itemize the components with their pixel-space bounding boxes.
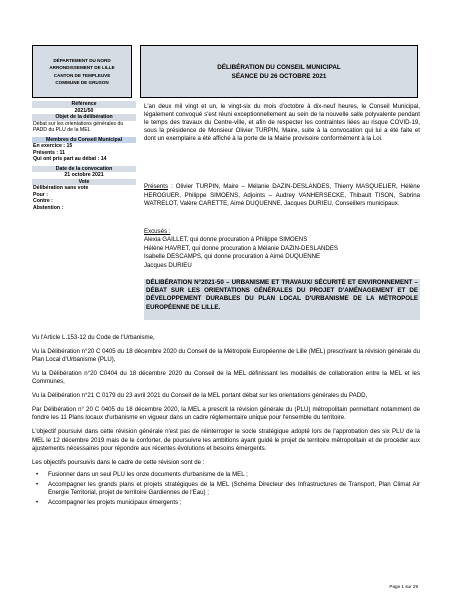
body-paragraph: L'objectif poursuivi dans cette révision générale n'est pas de réinterroger le socle stratégique adopté lors de l'approbation des six PLU de la MEL le 12 décembre 2019 mais de le conforter, de poursuivre les ambitions ayant guidé le projet de territoire métropolitain et de procéder aux ajustements nécessaires pour répondre aux récentes évolutions et besoins émergents. [32, 428, 420, 452]
deliberation-title-box: DÉLIBÉRATION N°2021-50 – URBANISME ET TRAVAUX/ SÉCURITÉ ET ENVIRONNEMENT – DÉBAT SUR LES ORIENTATIONS GÉNÉRALES DU PROJET D'AMÉNAGEMENT ET DE DÉVELOPPEMENT DURABLES DU PLAN LOCAL D'URBANISME DE LA MÉTROPOLE EUROPÉENNE DE LILLE. [144, 279, 420, 320]
arrondissement-line: ARRONDISSEMENT DE LILLE [49, 65, 115, 71]
convocation-label: Date de la convocation [32, 166, 136, 173]
vote-line: Contre : [33, 198, 53, 205]
presents-paragraph [144, 183, 420, 209]
members-label: Membres du Conseil Municipal [32, 137, 136, 144]
excuses-block [144, 228, 420, 270]
presents-text: : Olivier TURPIN, Maire – Mélanie DAZIN-DESLANDES, Thierry MASQUELIER, Hélène HEROGUER, Philippe SIMOENS, Adjoints – Audrey VANHERSECKE, Thibault TISON, Sabrina WATRELOT, Valère CARETTE, Aimé DUQUENNE, Jacques DURIEU, Conseillers municipaux. [144, 183, 420, 208]
deliberation-body [32, 334, 420, 509]
list-item: • Accompagner les grands plans et projets stratégiques de la MEL (Schéma Directeur des Infrastructures de Transport, Plan Climat Air Energie Territorial, projet de territoire Gardiennes de l'Eau) ; [36, 480, 420, 497]
object-label: Objet de la délibération [32, 114, 136, 121]
session-date: SÉANCE DU 26 OCTOBRE 2021 [231, 72, 327, 80]
reference-label: Référence [32, 101, 136, 108]
objectives-intro: Les objectifs poursuivis dans le cadre de cette révision sont de : [32, 458, 205, 466]
title-header [140, 45, 418, 98]
sidebar-info [32, 101, 136, 211]
commune-line: COMMUNE DE GRUSON [55, 79, 109, 85]
excuse-line: Alexia GAILLET, qui donne procuration à Philippe SIMOENS [144, 236, 308, 244]
body-paragraph: Par Délibération n° 20 C 0405 du 18 décembre 2020, la MEL a prescrit la révision générale du (PLU) métropolitain permettant notamment de fondre les 11 Plans locaux d'urbanisme en vigueur dans un cadre réglementaire unique pour l'ensemble du territoire. [32, 406, 420, 422]
members-presents: Présents : 11 [33, 149, 66, 156]
vote-line: Délibération sans vote [33, 185, 89, 192]
presents-label: Présents [144, 183, 169, 190]
department-line: DÉPARTEMENT DU NORD [53, 58, 111, 64]
object-text: Débat sur les orientations générales du PADD du PLU de la MEL [33, 120, 124, 134]
administrative-header [32, 45, 132, 98]
objectives-list [32, 471, 420, 508]
vote-line: Pour : [33, 191, 48, 198]
body-paragraph: Vu l'Article L.153-12 du Code de l'Urbanisme, [32, 334, 155, 341]
bullet-icon: • [36, 470, 39, 478]
excuse-line: Hélène HAVRET, qui donne procuration à Mélanie DAZIN-DESLANDES [144, 244, 338, 252]
vote-line: Abstention : [33, 204, 64, 211]
excuse-line: Jacques DURIEU [144, 261, 192, 269]
excuses-label: Excusés : [144, 228, 171, 235]
bullet-icon: • [36, 480, 39, 488]
page-title: DÉLIBÉRATION DU CONSEIL MUNICIPAL [217, 63, 341, 71]
body-paragraph: Vu la Délibération n°21 C 0179 du 23 avril 2021 du Conseil de la MEL portant débat sur les orientations générales du PADD, [32, 392, 368, 400]
members-took-part: Qui ont pris part au débat : 14 [33, 156, 107, 163]
bullet-icon: • [36, 499, 39, 507]
list-item: • Fusionner dans un seul PLU les onze documents d'urbanisme de la MEL ; [36, 470, 248, 478]
body-paragraph: Vu la Délibération n°20 C 0405 du 18 décembre 2020 du Conseil de la Métropole Européenne de Lille (MEL) prescrivant la révision générale du Plan Local d'Urbanisme (PLU), [32, 347, 420, 364]
members-en-exercice: En exercice : 15 [33, 143, 73, 150]
reference-value: 2021/50 [74, 107, 94, 114]
page-number: Page 1 sur 29 [389, 584, 418, 589]
canton-line: CANTON DE TEMPLEUVE [53, 72, 111, 78]
vote-label: Vote [32, 179, 136, 186]
excuse-line: Isabelle DESCAMPS, qui donne procuration à Aimé DUQUENNE [144, 253, 321, 261]
convocation-value: 21 octobre 2021 [64, 172, 104, 179]
intro-paragraph: L'an deux mil vingt et un, le vingt-six du mois d'octobre à dix-neuf heures, le Conseil Municipal, légalement convoqué s'est réuni exceptionnellement au sein de la nouvelle salle polyvalente pendant le temps des travaux du Centre-ville, et afin de respecter les contraintes liées au risque COVID-19, sous la présidence de Monsieur Olivier TURPIN, Maire, suite à la convocation qui lui a été faite et dont un exemplaire a été affiché à la porte de la Mairie provisoire conformément à la Loi. [144, 103, 420, 143]
list-item: • Accompagner les projets municipaux émergents ; [36, 499, 182, 507]
body-paragraph: Vu la Délibération n°20 C0404 du 18 décembre 2020 du Conseil de la MEL définissant les modalités de collaboration entre la MEL et les Communes, [32, 370, 420, 386]
